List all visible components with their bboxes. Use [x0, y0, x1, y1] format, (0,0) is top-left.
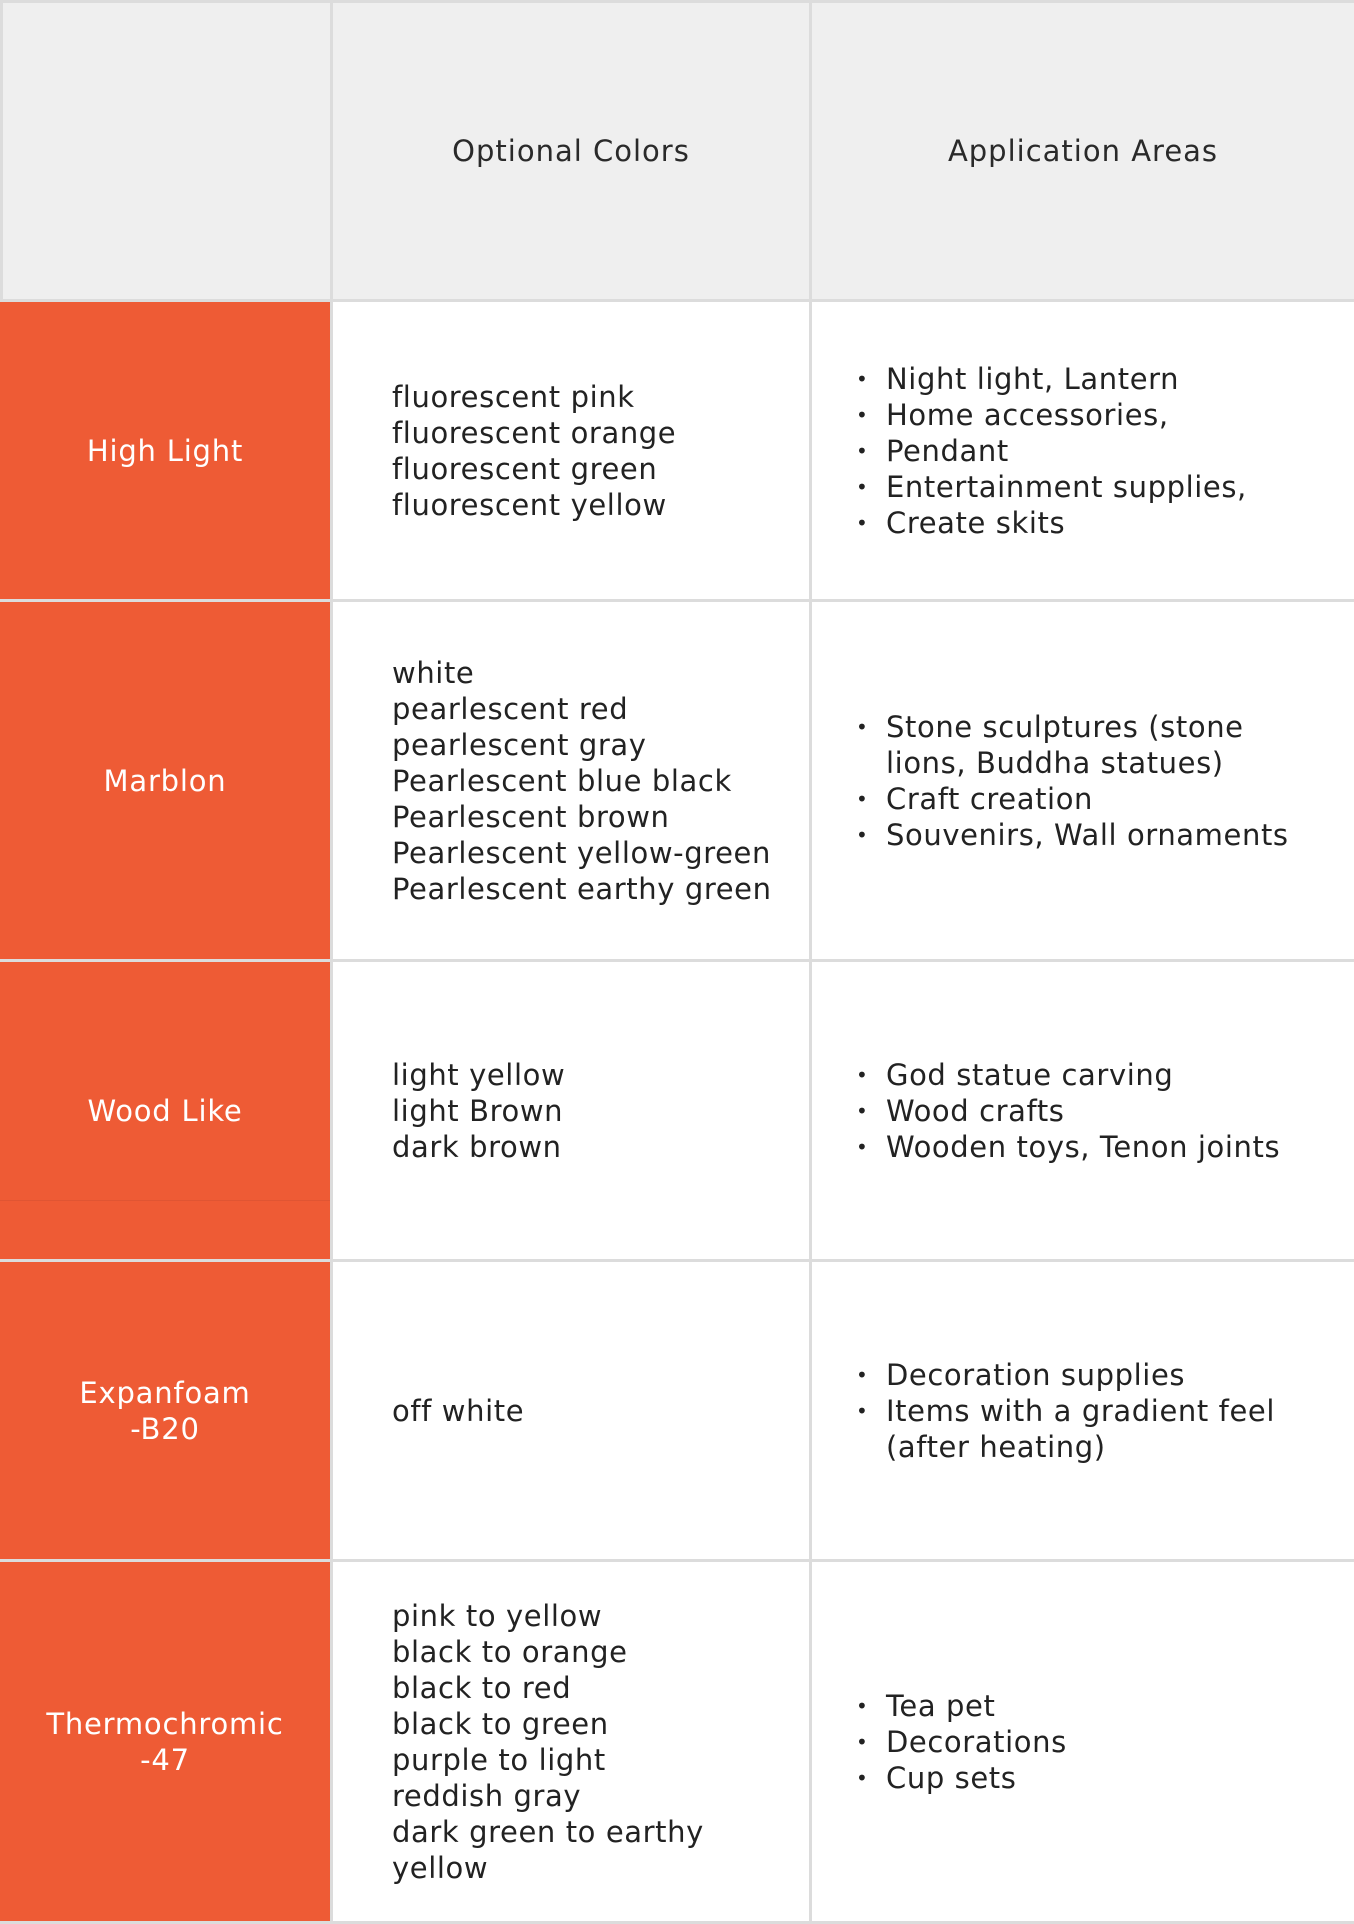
color-item: white: [392, 655, 475, 690]
optional-colors-cell: [333, 1262, 812, 1562]
area-text: Souvenirs, Wall ornaments: [886, 817, 1289, 852]
color-item: reddish gray: [392, 1778, 582, 1813]
application-areas-cell: [812, 962, 1354, 1262]
bullet-icon: •: [856, 1729, 869, 1754]
color-item: black to red: [392, 1670, 572, 1705]
color-item: Pearlescent blue black: [392, 763, 732, 798]
color-item: pink to yellow: [392, 1598, 603, 1633]
bullet-icon: •: [856, 366, 869, 391]
application-areas-cell: [812, 1262, 1354, 1562]
header-label-areas: Application Areas: [947, 134, 1219, 168]
bullet-icon: •: [856, 822, 869, 847]
bullet-icon: •: [856, 1134, 869, 1159]
area-list: [856, 361, 1247, 541]
area-text: Stone sculptures (stone lions, Buddha statues): [886, 709, 1244, 780]
bullet-icon: •: [856, 438, 869, 463]
material-name-suffix: -47: [140, 1742, 190, 1777]
color-list: [392, 1598, 722, 1886]
optional-colors-cell: [333, 962, 812, 1262]
color-item: black to orange: [392, 1634, 628, 1669]
area-list: [856, 1688, 1067, 1796]
material-name-cell: [0, 302, 333, 602]
area-list: [856, 709, 1296, 853]
material-name: Expanfoam: [79, 1375, 251, 1410]
application-areas-cell: [812, 1562, 1354, 1924]
material-name: Wood Like: [87, 1093, 243, 1128]
bullet-icon: •: [856, 1062, 869, 1087]
header-application-areas: [812, 0, 1354, 302]
area-text: Home accessories,: [886, 397, 1169, 432]
application-areas-cell: [812, 302, 1354, 602]
header-empty-cell: [0, 0, 333, 302]
material-name-cell: [0, 1262, 333, 1562]
area-text: Night light, Lantern: [886, 361, 1180, 396]
application-areas-cell: [812, 602, 1354, 962]
material-name: Thermochromic: [46, 1706, 284, 1741]
bullet-icon: •: [856, 786, 869, 811]
color-item: light Brown: [392, 1093, 564, 1128]
material-name-cell: [0, 962, 333, 1262]
area-item: [856, 1760, 1067, 1796]
color-list: [392, 379, 676, 523]
color-item: Pearlescent yellow-green: [392, 835, 771, 870]
area-item: [856, 361, 1247, 397]
color-list: [392, 655, 772, 907]
area-item: [856, 1057, 1280, 1093]
area-item: [856, 1357, 1276, 1393]
decorative-divider: [0, 1200, 330, 1201]
color-item: dark green to earthy yellow: [392, 1814, 704, 1885]
area-text: Items with a gradient feel (after heating): [886, 1393, 1276, 1464]
color-item: light yellow: [392, 1057, 566, 1092]
color-list: [392, 1393, 524, 1429]
area-item: [856, 469, 1247, 505]
color-item: fluorescent green: [392, 451, 658, 486]
area-item: [856, 1129, 1280, 1165]
area-text: Create skits: [886, 505, 1066, 540]
material-name-cell: [0, 602, 333, 962]
material-name: High Light: [86, 433, 244, 468]
optional-colors-cell: [333, 302, 812, 602]
area-item: [856, 1093, 1280, 1129]
bullet-icon: •: [856, 510, 869, 535]
area-text: Decorations: [886, 1724, 1067, 1759]
bullet-icon: •: [856, 1765, 869, 1790]
bullet-icon: •: [856, 402, 869, 427]
area-list: [856, 1057, 1280, 1165]
material-name: Marblon: [103, 763, 227, 798]
color-item: Pearlescent earthy green: [392, 871, 772, 906]
color-item: pearlescent red: [392, 691, 629, 726]
material-name-cell: [0, 1562, 333, 1924]
area-item: [856, 817, 1296, 853]
color-item: dark brown: [392, 1129, 562, 1164]
header-label-colors: Optional Colors: [452, 134, 690, 168]
bullet-icon: •: [856, 1398, 869, 1423]
color-item: purple to light: [392, 1742, 606, 1777]
area-item: [856, 505, 1247, 541]
area-text: Entertainment supplies,: [886, 469, 1247, 504]
color-list: [392, 1057, 565, 1165]
bullet-icon: •: [856, 714, 869, 739]
area-text: God statue carving: [886, 1057, 1174, 1092]
area-text: Cup sets: [886, 1760, 1017, 1795]
area-text: Wooden toys, Tenon joints: [886, 1129, 1281, 1164]
area-item: [856, 781, 1296, 817]
area-item: [856, 1724, 1067, 1760]
area-text: Tea pet: [886, 1688, 996, 1723]
area-item: [856, 709, 1296, 781]
area-text: Craft creation: [886, 781, 1094, 816]
color-item: Pearlescent brown: [392, 799, 670, 834]
area-item: [856, 1393, 1276, 1465]
area-text: Wood crafts: [886, 1093, 1065, 1128]
bullet-icon: •: [856, 1693, 869, 1718]
color-item: black to green: [392, 1706, 609, 1741]
bullet-icon: •: [856, 474, 869, 499]
color-item: fluorescent yellow: [392, 487, 667, 522]
area-list: [856, 1357, 1276, 1465]
bullet-icon: •: [856, 1362, 869, 1387]
material-name-suffix: -B20: [130, 1411, 200, 1446]
area-item: [856, 1688, 1067, 1724]
color-item: fluorescent orange: [392, 415, 677, 450]
area-text: Decoration supplies: [886, 1357, 1186, 1392]
color-item: pearlescent gray: [392, 727, 647, 762]
optional-colors-cell: [333, 1562, 812, 1924]
color-item: fluorescent pink: [392, 379, 635, 414]
color-item: off white: [392, 1393, 525, 1428]
area-item: [856, 397, 1247, 433]
area-item: [856, 433, 1247, 469]
bullet-icon: •: [856, 1098, 869, 1123]
header-optional-colors: [333, 0, 812, 302]
optional-colors-cell: [333, 602, 812, 962]
area-text: Pendant: [886, 433, 1009, 468]
